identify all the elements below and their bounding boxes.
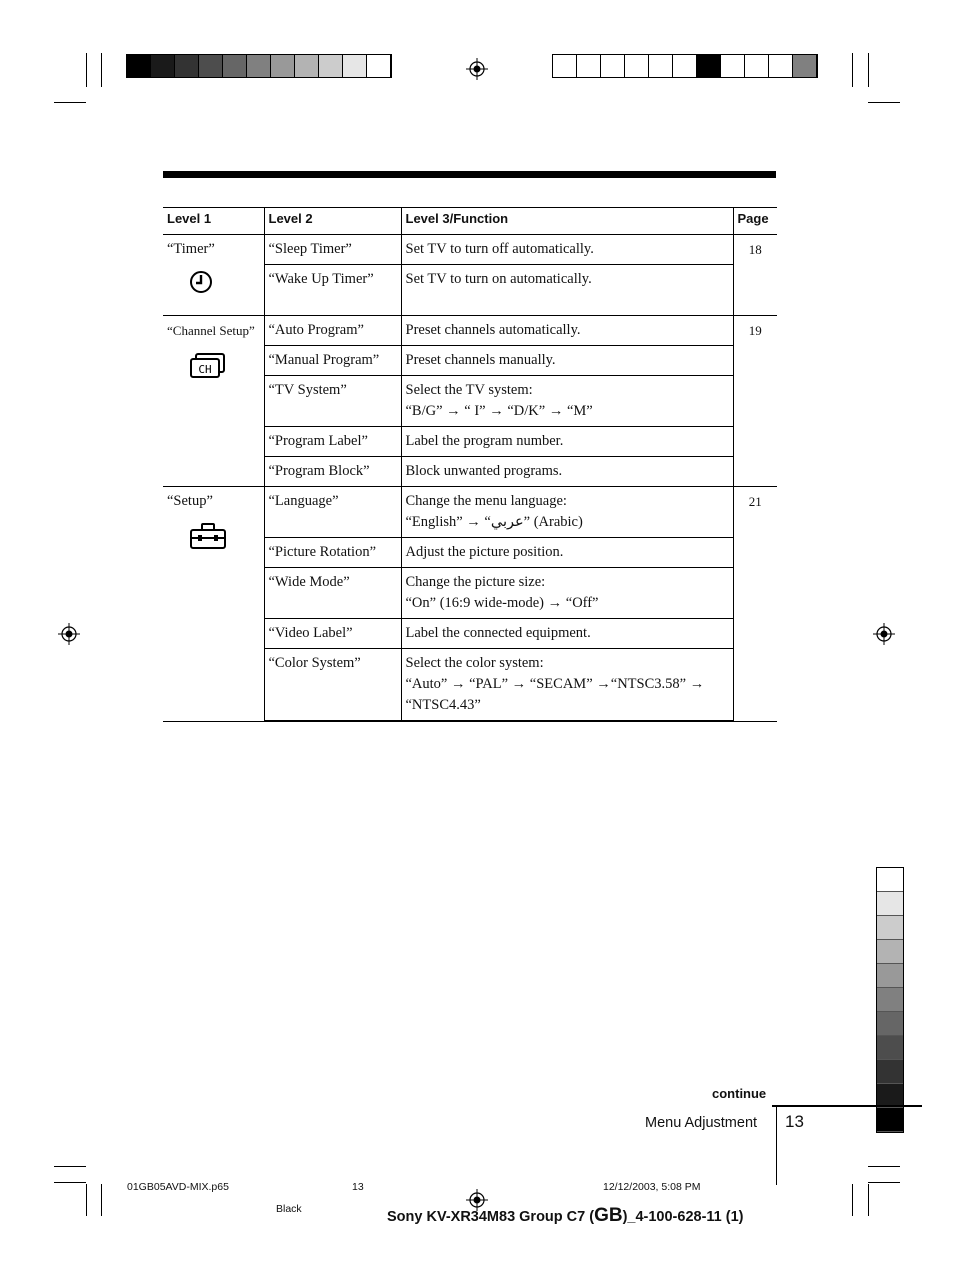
level3-line: Change the picture size: [405,574,546,590]
footer-model-suffix: )_4-100-628-11 (1) [622,1209,744,1225]
crop-mark [54,1182,86,1183]
color-swatch [673,55,697,77]
level3-line: “NTSC4.43” [405,697,481,713]
level2-cell: “Manual Program” [264,346,401,376]
level3-line: Set TV to turn on automatically. [405,271,592,287]
registration-mark-icon [466,58,488,80]
level3-cell [401,265,733,316]
color-swatch [877,868,903,892]
crop-mark [86,53,87,87]
level3-cell [401,427,733,457]
color-swatch [343,55,367,77]
color-swatch [793,55,817,77]
color-swatch [271,55,295,77]
level2-cell: “Wake Up Timer” [264,265,401,316]
color-swatch [175,55,199,77]
level3-line: “Auto” → “PAL” → “SECAM” →“NTSC3.58” → [405,676,705,692]
header-page: Page [733,208,777,235]
crop-mark [852,53,853,87]
color-swatch [877,964,903,988]
page-cell: 18 [733,235,777,316]
crop-mark [86,1184,87,1216]
color-swatch [877,916,903,940]
continue-rule [772,1105,922,1107]
level3-line: Preset channels automatically. [405,322,581,338]
crop-mark [54,1166,86,1167]
color-swatch [223,55,247,77]
toolbox-icon [189,522,260,557]
color-calibration-bar-right [552,54,818,78]
footer-model-gb: GB [594,1205,623,1226]
header-level1: Level 1 [163,208,264,235]
color-swatch [577,55,601,77]
level3-line: Label the program number. [405,433,564,449]
level3-line: Select the TV system: [405,382,533,398]
header-level2: Level 2 [264,208,401,235]
crop-mark [852,1184,853,1216]
level3-cell [401,376,733,427]
level3-line: “On” (16:9 wide-mode) → “Off” [405,595,599,611]
level3-cell [401,487,733,538]
registration-mark-icon [873,623,895,645]
level3-line: Preset channels manually. [405,352,556,368]
color-swatch [127,55,151,77]
crop-mark [868,53,869,87]
footer-model [387,1205,744,1227]
level1-label: “Setup” [167,493,213,509]
crop-mark [101,53,102,87]
crop-mark [868,1182,900,1183]
level1-label: “Channel Setup” [167,323,255,338]
color-swatch [649,55,673,77]
level3-cell [401,568,733,619]
crop-mark [54,102,86,103]
footer-datetime: 12/12/2003, 5:08 PM [603,1181,701,1193]
level3-line: Change the menu language: [405,493,567,509]
registration-mark-icon [58,623,80,645]
level3-line: Set TV to turn off automatically. [405,241,594,257]
color-swatch [877,1108,903,1132]
color-swatch [199,55,223,77]
level3-cell [401,649,733,722]
color-swatch [877,988,903,1012]
page-cell: 21 [733,487,777,722]
color-calibration-bar-side [876,867,904,1133]
footer-page: 13 [352,1181,364,1193]
color-swatch [877,1012,903,1036]
svg-text:CH: CH [198,363,212,376]
color-swatch [877,940,903,964]
channel-ch-icon [189,352,260,387]
table-row [163,487,777,538]
level3-cell [401,316,733,346]
level3-cell [401,235,733,265]
level2-cell: “Auto Program” [264,316,401,346]
level3-line: Adjust the picture position. [405,544,564,560]
color-swatch [877,1060,903,1084]
continue-label: continue [712,1086,767,1101]
level2-cell: “Sleep Timer” [264,235,401,265]
level3-line: “English” → “عربي” (Arabic) [405,514,583,530]
footer-file: 01GB05AVD-MIX.p65 [127,1181,229,1193]
crop-mark [101,1184,102,1216]
color-swatch [601,55,625,77]
color-swatch [367,55,391,77]
color-swatch [553,55,577,77]
level1-cell [163,316,264,487]
table-row [163,235,777,265]
color-swatch [877,1036,903,1060]
level3-cell [401,619,733,649]
crop-mark [54,86,86,87]
crop-mark [868,1166,900,1167]
color-swatch [295,55,319,77]
level3-cell [401,538,733,568]
level2-cell: “Wide Mode” [264,568,401,619]
table-header-row [163,208,777,235]
level3-line: Select the color system: [405,655,544,671]
color-swatch [877,892,903,916]
footer-model-prefix: Sony KV-XR34M83 Group C7 ( [387,1209,595,1225]
color-swatch [625,55,649,77]
page-number: 13 [785,1112,804,1131]
level2-cell: “Color System” [264,649,401,722]
level2-cell: “TV System” [264,376,401,427]
level3-line: Block unwanted programs. [405,463,563,479]
page-divider [776,1107,777,1185]
level3-cell [401,457,733,487]
level1-cell [163,487,264,722]
level2-cell: “Program Label” [264,427,401,457]
crop-mark [868,1184,869,1216]
level2-cell: “Language” [264,487,401,538]
section-label: Menu Adjustment [645,1115,758,1131]
clock-icon [189,270,260,301]
color-swatch [319,55,343,77]
level3-line: “B/G” → “ I” → “D/K” → “M” [405,403,593,419]
level3-line: Label the connected equipment. [405,625,591,641]
table-row [163,316,777,346]
color-swatch [721,55,745,77]
menu-level-table [163,207,777,722]
header-level3: Level 3/Function [401,208,733,235]
color-swatch [697,55,721,77]
color-swatch [151,55,175,77]
level1-cell [163,235,264,316]
level3-cell [401,346,733,376]
color-calibration-bar-left [126,54,392,78]
color-swatch [247,55,271,77]
section-top-rule [163,171,776,178]
footer-color: Black [276,1203,302,1215]
level2-cell: “Program Block” [264,457,401,487]
level2-cell: “Video Label” [264,619,401,649]
crop-mark [868,102,900,103]
color-swatch [745,55,769,77]
page-cell: 19 [733,316,777,487]
level2-cell: “Picture Rotation” [264,538,401,568]
color-swatch [769,55,793,77]
level1-label: “Timer” [167,241,215,257]
